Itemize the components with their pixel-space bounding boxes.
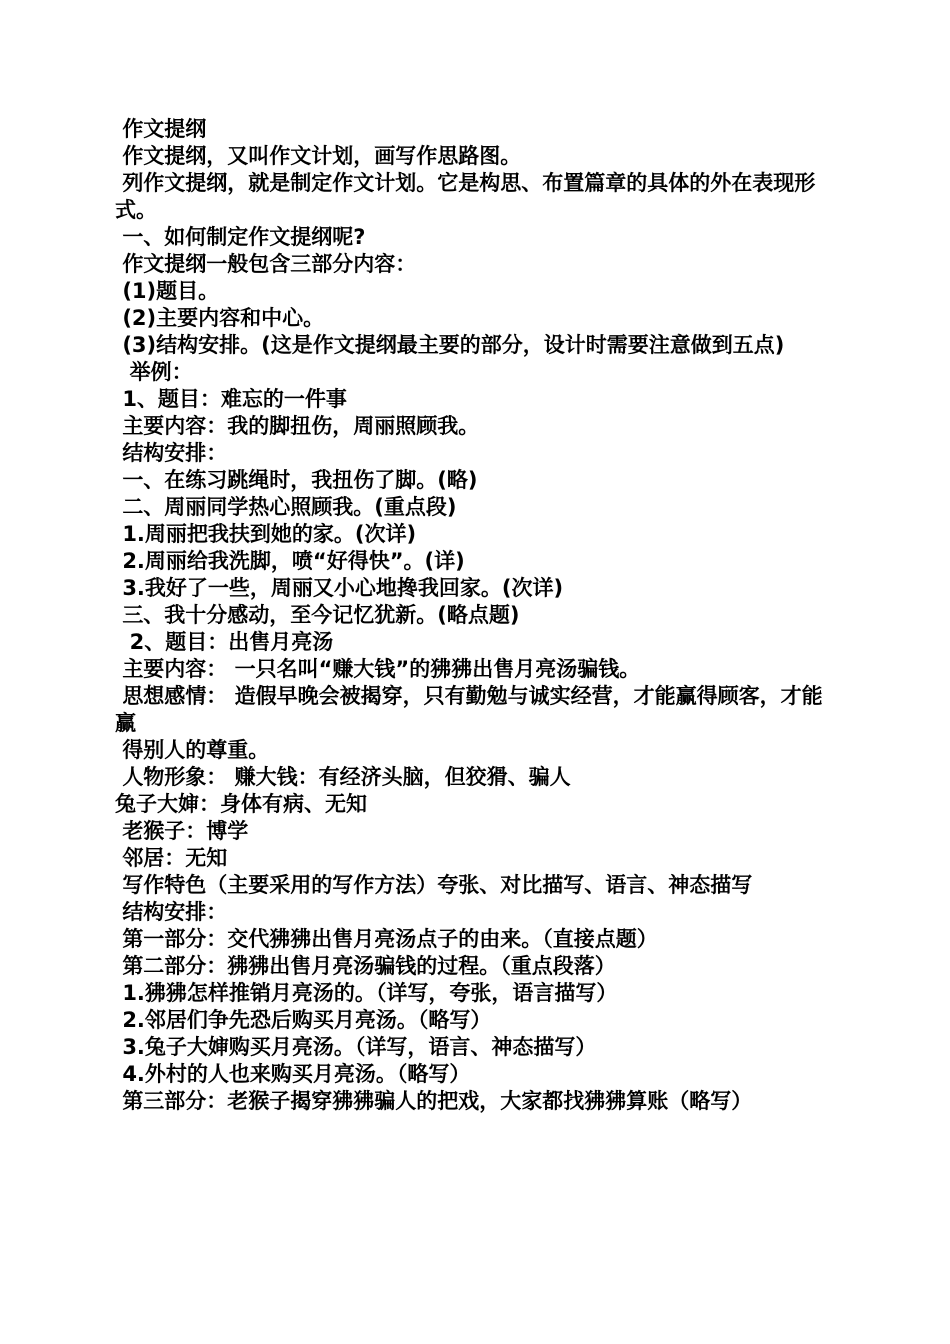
doc-line: 得别人的尊重。: [115, 738, 270, 762]
doc-line: 结构安排：: [115, 900, 228, 924]
doc-line: 作文提纲，又叫作文计划，画写作思路图。: [115, 144, 522, 168]
list-item: 第二部分：狒狒出售月亮汤骗钱的过程。（重点段落）: [115, 954, 616, 978]
doc-line: 列作文提纲，就是制定作文计划。它是构思、布置篇章的具体的外在表现形式。: [115, 171, 816, 222]
doc-line: 兔子大婶：身体有病、无知: [115, 792, 367, 816]
doc-line: 人物形象： 赚大钱：有经济头脑，但狡猾、骗人: [115, 765, 571, 789]
list-item: 2.邻居们争先恐后购买月亮汤。（略写）: [115, 1008, 492, 1032]
list-item: 3.兔子大婶购买月亮汤。（详写，语言、神态描写）: [115, 1035, 597, 1059]
doc-line: 思想感情： 造假早晚会被揭穿，只有勤勉与诚实经营，才能赢得顾客，才能赢: [115, 684, 823, 735]
list-item: 第一部分：交代狒狒出售月亮汤点子的由来。（直接点题）: [115, 927, 658, 951]
doc-line: 主要内容： 一只名叫“赚大钱”的狒狒出售月亮汤骗钱。: [115, 657, 641, 681]
doc-line: 主要内容：我的脚扭伤，周丽照顾我。: [115, 414, 480, 438]
example-heading: 举例：: [115, 360, 193, 384]
doc-title: 作文提纲: [115, 117, 207, 141]
list-item: (1)题目。: [115, 279, 220, 303]
list-item: 3.我好了一些，周丽又小心地搀我回家。(次详): [115, 576, 564, 600]
doc-line: 写作特色（主要采用的写作方法）夸张、对比描写、语言、神态描写: [115, 873, 753, 897]
doc-line: 老猴子：博学: [115, 819, 249, 843]
list-item: (2)主要内容和中心。: [115, 306, 325, 330]
list-item: 第三部分：老猴子揭穿狒狒骗人的把戏，大家都找狒狒算账（略写）: [115, 1089, 753, 1113]
list-item: 1.周丽把我扶到她的家。(次详): [115, 522, 417, 546]
list-item: 4.外村的人也来购买月亮汤。（略写）: [115, 1062, 471, 1086]
list-item: (3)结构安排。(这是作文提纲最主要的部分，设计时需要注意做到五点): [115, 333, 785, 357]
doc-line: 邻居：无知: [115, 846, 228, 870]
list-item: 三、我十分感动，至今记忆犹新。(略点题): [115, 603, 520, 627]
section-heading: 一、如何制定作文提纲呢?: [115, 225, 366, 249]
list-item: 二、周丽同学热心照顾我。(重点段): [115, 495, 457, 519]
doc-line: 结构安排：: [115, 441, 228, 465]
doc-line: 作文提纲一般包含三部分内容：: [115, 252, 417, 276]
document-page: [115, 116, 835, 1115]
list-item: 1.狒狒怎样推销月亮汤的。（详写，夸张，语言描写）: [115, 981, 618, 1005]
list-item: 2.周丽给我洗脚，喷“好得快”。(详): [115, 549, 465, 573]
doc-line: 2、题目：出售月亮汤: [115, 630, 334, 654]
list-item: 一、在练习跳绳时，我扭伤了脚。(略): [115, 468, 478, 492]
doc-line: 1、题目：难忘的一件事: [115, 387, 347, 411]
